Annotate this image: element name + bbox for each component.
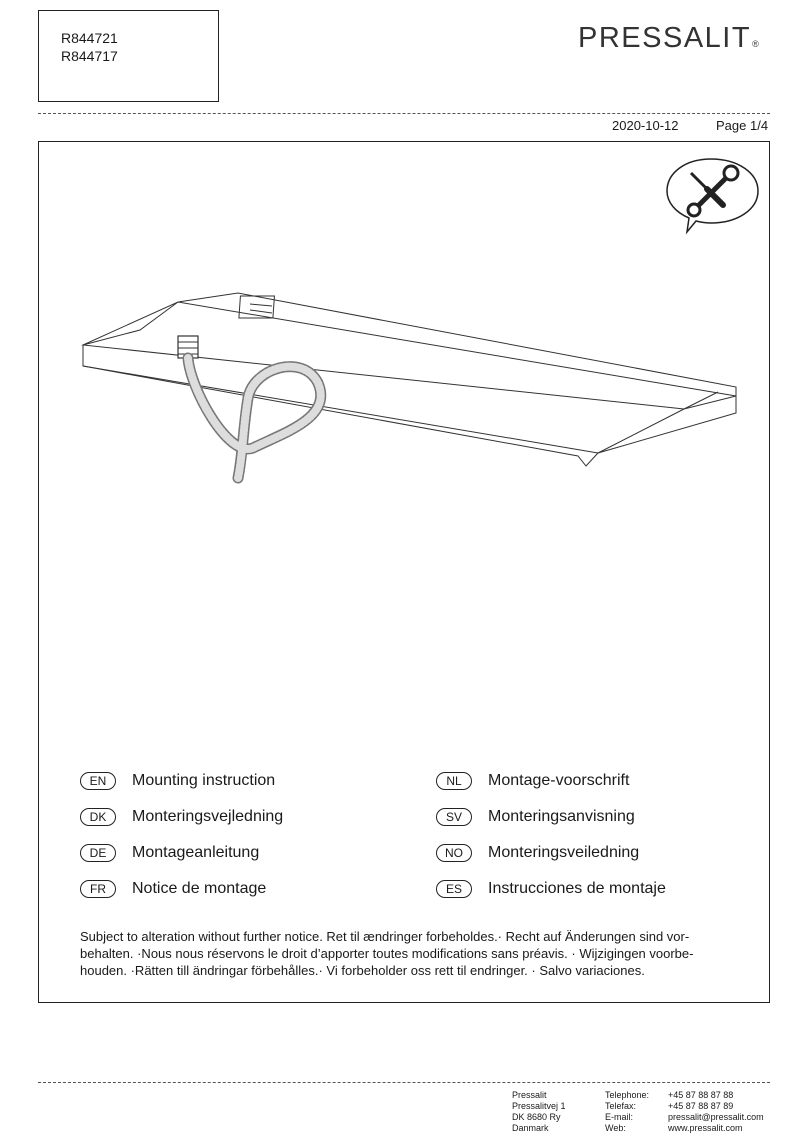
web-link[interactable]: www.pressalit.com <box>668 1123 743 1133</box>
title-row-de <box>80 842 259 864</box>
notice-line-1: Subject to alteration without further notice. Ret til ændringer forbeholdes.· Recht auf Änderungen sind vor- <box>80 929 690 944</box>
lang-badge-de: DE <box>80 844 116 862</box>
brand-name: PRESSALIT <box>578 22 752 54</box>
address-line: Danmark <box>512 1123 549 1133</box>
title-row-dk <box>80 806 283 828</box>
email-link[interactable]: pressalit@pressalit.com <box>668 1112 764 1122</box>
footer-values <box>668 1090 778 1134</box>
title-row-en <box>80 770 275 792</box>
top-divider <box>38 113 770 114</box>
address-line: DK 8680 Ry <box>512 1112 561 1122</box>
title-row-nl <box>436 770 629 792</box>
title-row-es <box>436 878 666 900</box>
pressalit-logo <box>578 22 760 55</box>
title-es: Instrucciones de montaje <box>488 880 666 897</box>
lang-badge-en: EN <box>80 772 116 790</box>
title-en: Mounting instruction <box>132 772 276 789</box>
lang-badge-dk: DK <box>80 808 116 826</box>
product-code-box <box>38 10 219 102</box>
main-frame <box>38 141 770 1003</box>
product-code-2: R844717 <box>61 48 118 64</box>
title-nl: Montage-voorschrift <box>488 772 630 789</box>
telephone-value: +45 87 88 87 88 <box>668 1090 734 1100</box>
document-date: 2020-10-12 <box>612 118 679 133</box>
wrench-screwdriver-icon <box>663 153 763 235</box>
footer-labels <box>605 1090 668 1134</box>
lang-badge-no: NO <box>436 844 472 862</box>
title-row-fr <box>80 878 266 900</box>
title-fr: Notice de montage <box>132 880 267 897</box>
title-de: Montageanleitung <box>132 844 260 861</box>
bottom-divider <box>38 1082 770 1083</box>
footer-address <box>512 1090 605 1134</box>
product-illustration <box>78 288 742 488</box>
address-line: Pressalitvej 1 <box>512 1101 566 1111</box>
telefax-label: Telefax: <box>605 1101 637 1111</box>
product-code-1: R844721 <box>61 30 118 46</box>
telefax-value: +45 87 88 87 89 <box>668 1101 734 1111</box>
lang-badge-sv: SV <box>436 808 472 826</box>
title-row-no <box>436 842 639 864</box>
email-label: E-mail: <box>605 1112 634 1122</box>
registered-mark: ® <box>752 39 761 49</box>
lang-badge-nl: NL <box>436 772 472 790</box>
title-no: Monteringsveiledning <box>488 844 640 861</box>
telephone-label: Telephone: <box>605 1090 650 1100</box>
page-number: Page 1/4 <box>716 118 769 133</box>
lang-badge-es: ES <box>436 880 472 898</box>
title-dk: Monteringsvejledning <box>132 808 284 825</box>
lang-badge-fr: FR <box>80 880 116 898</box>
title-sv: Monteringsanvisning <box>488 808 635 825</box>
company-footer <box>512 1090 778 1134</box>
title-row-sv <box>436 806 635 828</box>
notice-line-2: behalten. ·Nous nous réservons le droit d’apporter toutes modifications sans préavis. · Wijzigingen voorbe- <box>80 946 694 961</box>
address-line: Pressalit <box>512 1090 547 1100</box>
alteration-notice <box>80 928 730 979</box>
web-label: Web: <box>605 1123 626 1133</box>
notice-line-3: houden. ·Rätten till ändringar förbehålles.· Vi forbeholder oss rett til endringer. · Salvo variaciones. <box>80 963 645 978</box>
